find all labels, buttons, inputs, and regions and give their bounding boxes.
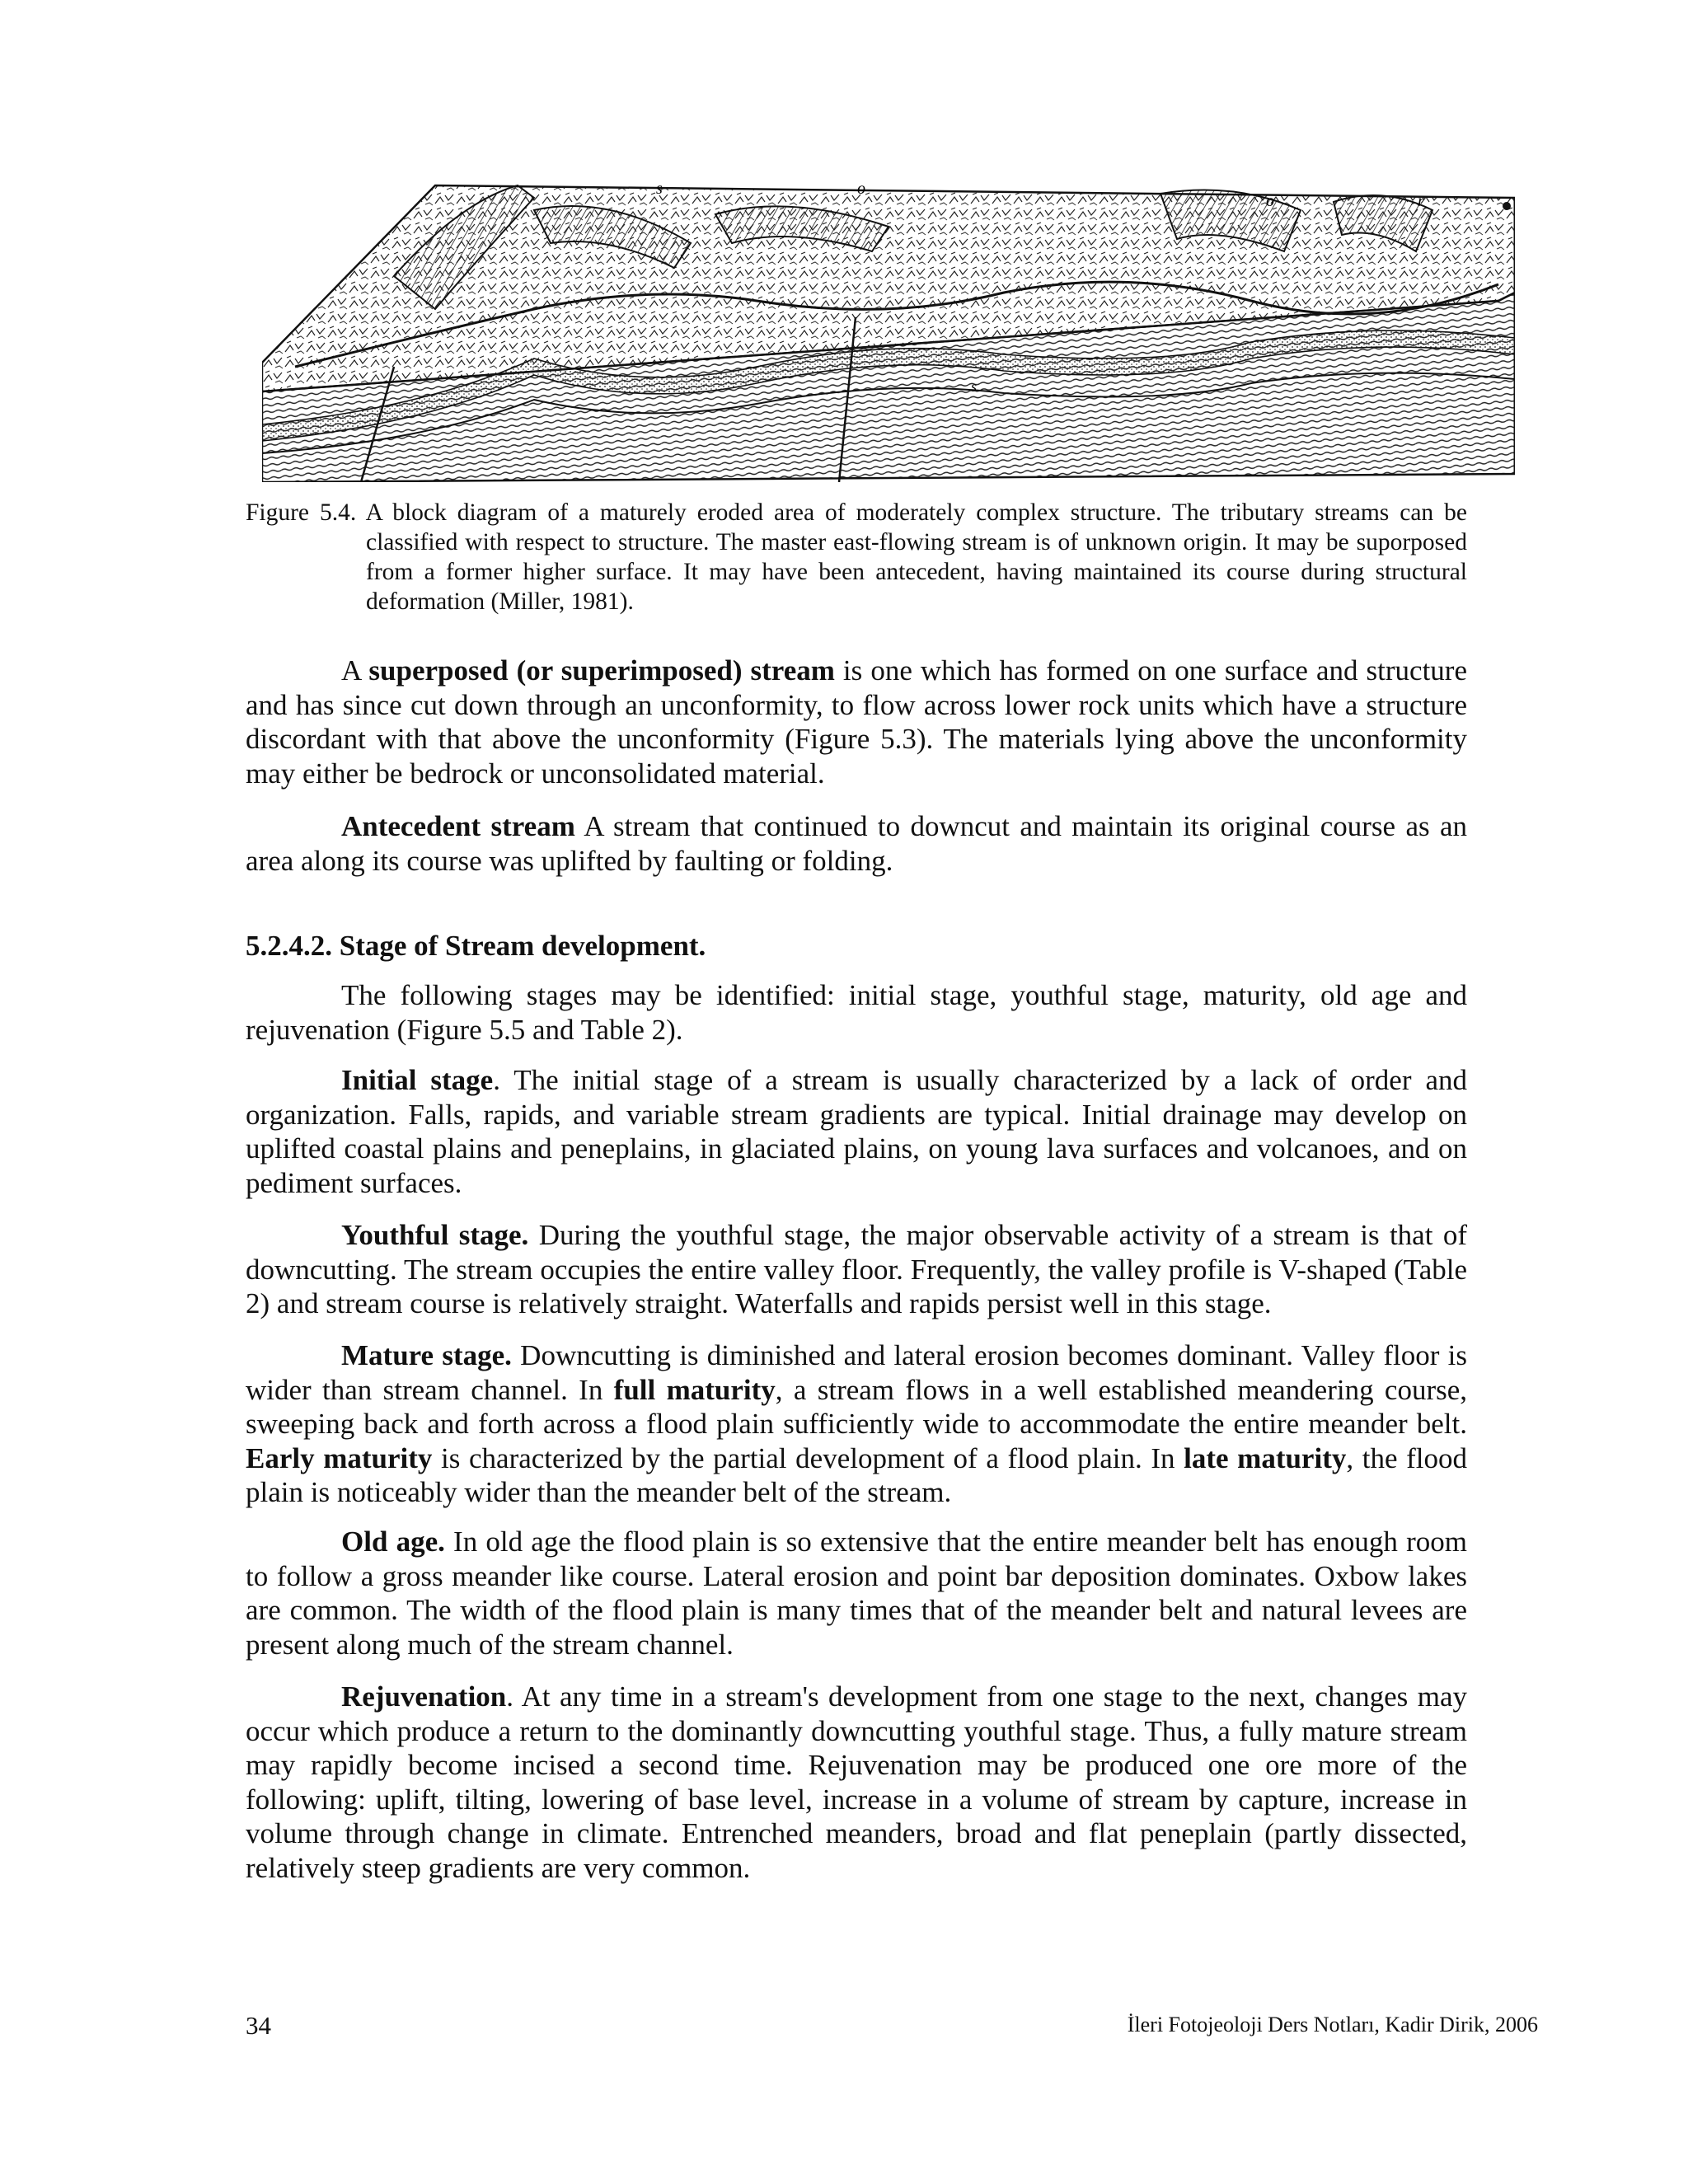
- paragraph-superposed-stream: A superposed (or superimposed) stream is one which has formed on one surface and structure and has since cut down through an unconformity, to flow across lower rock units which have a structure discordant with that above the unconformity (Figure 5.3). The materials lying above the unconformity may either be bedrock or unconsolidated material.: [246, 654, 1467, 790]
- figure-letter-s1: s: [656, 180, 663, 198]
- block-diagram-figure: [262, 177, 1515, 482]
- term-youthful-stage: Youthful stage.: [341, 1219, 529, 1251]
- term-mature-stage: Mature stage.: [341, 1339, 512, 1371]
- figure-letter-s2: s: [971, 378, 978, 395]
- page-number: 34: [246, 2011, 271, 2040]
- paragraph-rejuvenation: Rejuvenation. At any time in a stream's development from one stage to the next, changes may occur which produce a return to the dominantly downcutting youthful stage. Thus, a fully mature stream may rapidly become incised a second time. Rejuvenation may be produced one ore more of the following: uplift, tilting, lowering of base level, increase in a volume of stream by capture, increase in volume through change in climate. Entrenched meanders, broad and flat peneplain (partly dissected, relatively steep gradients are very common.: [246, 1680, 1467, 1884]
- caption-text: A block diagram of a maturely eroded area of moderately complex structure. The tributary streams can be classified with respect to structure. The master east-flowing stream is of unknown origin. It may be suporposed from a former higher surface. It may have been antecedent, having maintained its course during structural deformation (Miller, 1981).: [365, 499, 1467, 615]
- section-heading: 5.2.4.2. Stage of Stream development.: [246, 930, 706, 962]
- paragraph-antecedent-stream: Antecedent stream A stream that continued to downcut and maintain its original course as an area along its course was uplifted by faulting or folding.: [246, 810, 1467, 877]
- figure-caption: [246, 498, 1467, 616]
- figure-letter-o2: o: [1266, 192, 1274, 210]
- term-late-maturity: late maturity: [1184, 1441, 1347, 1474]
- term-antecedent-stream: Antecedent stream: [341, 810, 575, 842]
- term-old-age: Old age.: [341, 1526, 445, 1558]
- term-rejuvenation: Rejuvenation: [341, 1680, 507, 1713]
- term-full-maturity: full maturity: [613, 1373, 776, 1406]
- paragraph-stages-intro: The following stages may be identified: initial stage, youthful stage, maturity, old age and rejuvenation (Figure 5.5 and Table 2).: [246, 979, 1467, 1046]
- paragraph-youthful-stage: Youthful stage. During the youthful stage, the major observable activity of a stream is that of downcutting. The stream occupies the entire valley floor. Frequently, the valley profile is V-shaped (Table 2) and stream course is relatively straight. Waterfalls and rapids persist well in this stage.: [246, 1219, 1467, 1319]
- paragraph-mature-stage: Mature stage. Downcutting is diminished and lateral erosion becomes dominant. Valley floor is wider than stream channel. In full maturity, a stream flows in a well established meandering course, sweeping back and forth across a flood plain sufficiently wide to accommodate the entire meander belt. Early maturity is characterized by the partial development of a flood plain. In late maturity, the flood plain is noticeably wider than the meander belt of the stream.: [246, 1339, 1468, 1508]
- caption-label: Figure 5.4.: [246, 499, 357, 526]
- term-early-maturity: Early maturity: [246, 1441, 433, 1474]
- term-initial-stage: Initial stage: [341, 1064, 494, 1096]
- term-superposed-stream: superposed (or superimposed) stream: [368, 654, 835, 687]
- paragraph-old-age: Old age. In old age the flood plain is so extensive that the entire meander belt has enough room to follow a gross meander like course. Lateral erosion and point bar deposition dominates. Oxbow lakes are common. The width of the flood plain is many times that of the meander belt and natural levees are present along much of the stream channel.: [246, 1526, 1467, 1661]
- figure-letter-r: r: [1418, 192, 1424, 210]
- footer-reference: İleri Fotojeoloji Ders Notları, Kadir Dirik, 2006: [1127, 2013, 1538, 2036]
- paragraph-initial-stage: Initial stage. The initial stage of a stream is usually characterized by a lack of order and organization. Falls, rapids, and variable stream gradients are typical. Initial drainage may develop on uplifted coastal plains and peneplains, in glaciated plains, on young lava surfaces and volcanoes, and on pediment surfaces.: [246, 1064, 1467, 1199]
- figure-letter-o1: o: [857, 180, 865, 198]
